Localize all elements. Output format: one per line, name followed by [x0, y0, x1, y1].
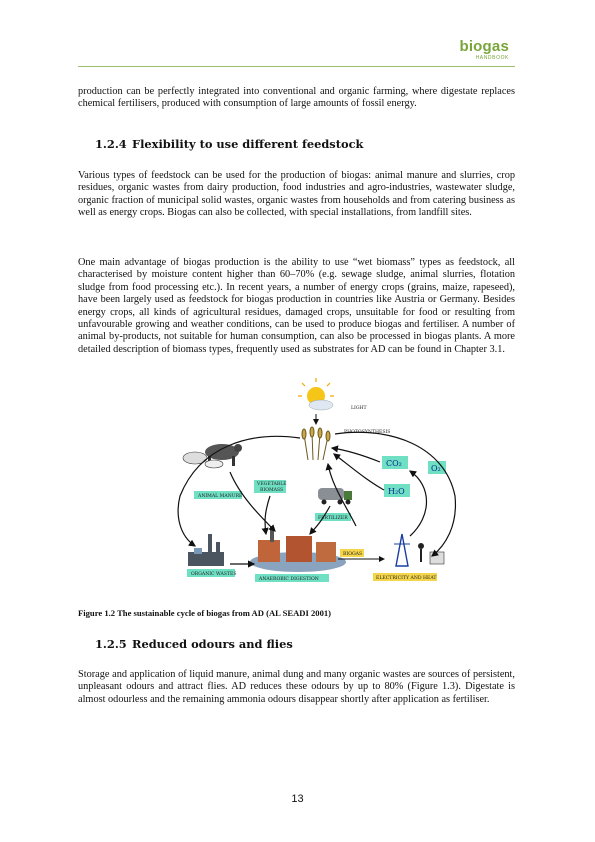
label-co2: CO₂ — [386, 459, 402, 468]
sun-icon — [298, 378, 334, 410]
section-heading-1-2-5 — [95, 637, 293, 651]
paragraph-feedstock-1: Various types of feedstock can be used for the production of biogas: animal manure and slurries, crop residues, organic wastes from dairy production, food industries and agro-industries, wastewater sludge, organic fraction of municipal solid wastes, organic wastes from households and from catering business as well as energy crops. Biogas can also be collected, with special installations, from landfill sites. — [78, 170, 515, 219]
factory-icon — [188, 534, 224, 566]
label-vegetable-biomass-2: BIOMASS — [260, 488, 284, 493]
truck-icon — [318, 488, 352, 505]
label-animal-manure: ANIMAL MANURE — [198, 494, 243, 499]
biogas-plant-icon — [250, 526, 346, 572]
wheat-plant-icon — [302, 427, 330, 460]
label-light: LIGHT — [351, 406, 367, 411]
section-number: 1.2.5 — [95, 637, 127, 651]
paragraph-odours: Storage and application of liquid manure, animal dung and many organic wastes are sources of persistent, unpleasant odours and attract flies. AD reduces these odours by up to 80% (Figure 1.3). Digestate is almost odourless and the remaining ammonia odours disappear shortly after application as fertiliser. — [78, 669, 515, 705]
page-header — [78, 34, 515, 67]
figure-caption: Figure 1.2 The sustainable cycle of biogas from AD (AL SEADI 2001) — [78, 608, 332, 618]
section-title: Reduced odours and flies — [132, 637, 293, 651]
paragraph-feedstock-2: One main advantage of biogas production is the ability to use “wet biomass” types as feedstock, all characterised by moisture content higher than 60–70% (e.g. sewage sludge, animal slurries, flotation sludge from food processing etc.). In recent years, a number of energy crops (grains, maize, rapeseed), have been largely used as feedstock for biogas production in countries like Austria or Germany. Besides energy crops, all kinds of agricultural residues, damaged crops, unsuitable for food or resulting from unfavourable growing and weather conditions, can be used to produce biogas and fertiliser. A number of animal by-products, not suitable for human consumption, can also be processed in biogas plants. A more detailed description of biomass types, frequently used as substrates for AD can be found in Chapter 3.1. — [78, 257, 515, 355]
label-o2: O₂ — [431, 464, 441, 473]
label-anaerobic-digestion: ANAEROBIC DIGESTION — [259, 577, 319, 582]
label-fertilizer: FERTILIZER — [318, 516, 348, 521]
label-h2o: H₂O — [388, 487, 405, 496]
brand-title: biogas — [459, 38, 509, 55]
section-number: 1.2.4 — [95, 137, 127, 151]
electricity-heat-icon — [394, 534, 444, 566]
biogas-cycle-diagram — [170, 376, 460, 588]
label-biogas: BIOGAS — [343, 552, 363, 557]
paragraph-intro: production can be perfectly integrated into conventional and organic farming, where digestate replaces chemical fertilisers, produced with consumption of large amounts of fossil energy. — [78, 86, 515, 110]
label-vegetable-biomass-1: VEGETABLE — [257, 482, 287, 487]
section-title: Flexibility to use different feedstock — [132, 137, 364, 151]
page-number: 13 — [291, 793, 304, 805]
label-organic-wastes: ORGANIC WASTES — [191, 572, 237, 577]
brand-subtitle: HANDBOOK — [475, 55, 509, 61]
farm-animals-icon — [183, 444, 242, 468]
label-electricity-heat: ELECTRICITY AND HEAT — [376, 576, 437, 581]
section-heading-1-2-4 — [95, 137, 363, 151]
label-photosynthesis: PHOTOSYNTHESIS — [344, 430, 391, 435]
